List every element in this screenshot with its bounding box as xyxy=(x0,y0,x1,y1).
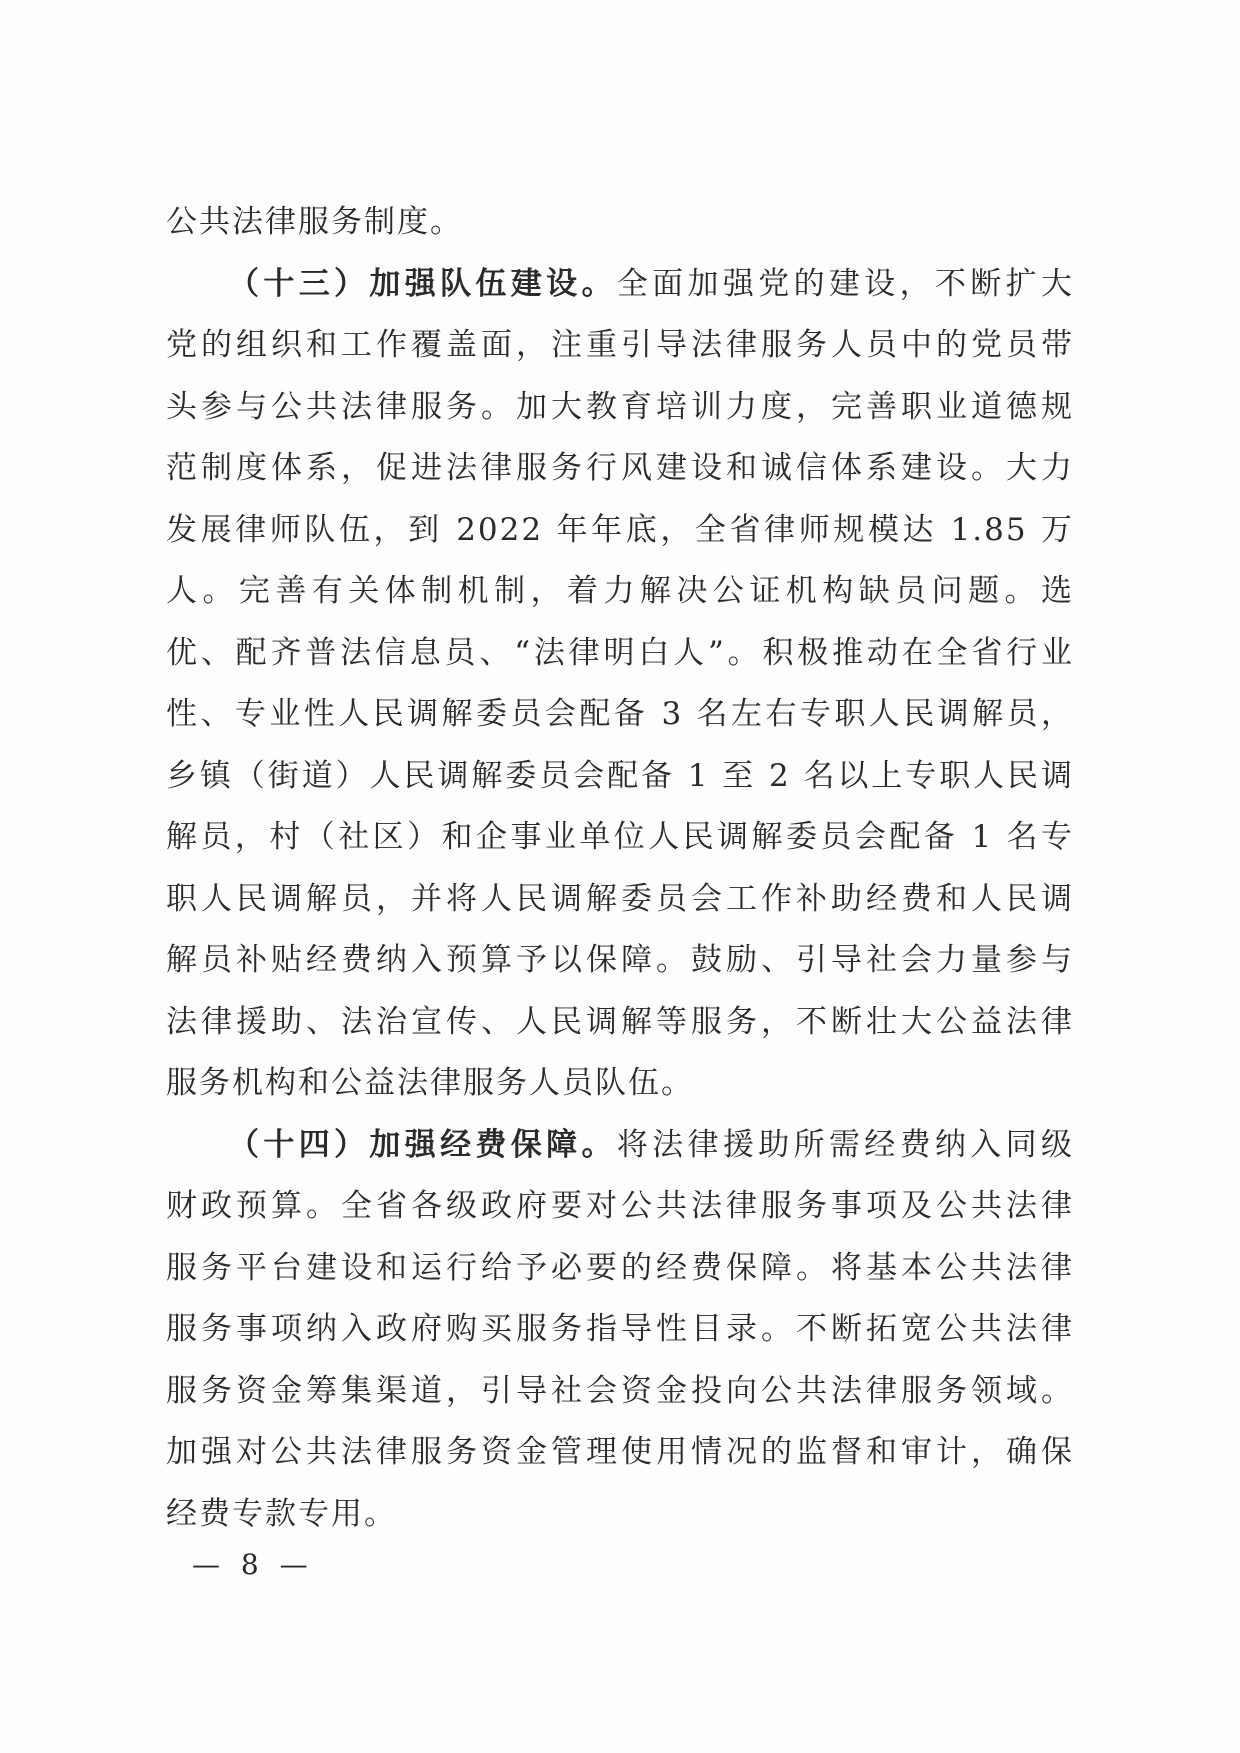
line-text: 服务机构和公益法律服务人员队伍。 xyxy=(166,1065,694,1101)
text-line xyxy=(166,1238,1074,1300)
line-text: 性、专业性人民调解委员会配备 3 名左右专职人民调解员， xyxy=(166,696,1074,732)
text-line xyxy=(166,192,1074,254)
line-text: 全面加强党的建设，不断扩大 xyxy=(616,265,1075,302)
line-text: 服务平台建设和运行给予必要的经费保障。将基本公共法律 xyxy=(166,1249,1074,1286)
text-line xyxy=(166,1361,1074,1423)
text-line xyxy=(166,1484,1074,1546)
text-line xyxy=(166,1422,1074,1484)
text-line xyxy=(166,869,1074,931)
line-text: 将法律援助所需经费纳入同级 xyxy=(616,1126,1075,1163)
text-line xyxy=(166,1176,1074,1238)
line-text: 发展律师队伍，到 2022 年年底，全省律师规模达 1.85 万 xyxy=(166,511,1074,548)
text-line xyxy=(166,254,1074,316)
line-text: 乡镇（街道）人民调解委员会配备 1 至 2 名以上专职人民调 xyxy=(166,757,1074,794)
line-text: 优、配齐普法信息员、“法律明白人”。积极推动在全省行业 xyxy=(166,634,1074,671)
text-line xyxy=(166,1299,1074,1361)
text-line xyxy=(166,315,1074,377)
text-line xyxy=(166,1115,1074,1177)
line-text: 解员补贴经费纳入预算予以保障。鼓励、引导社会力量参与 xyxy=(166,942,1074,978)
body-text xyxy=(166,192,1074,1545)
line-text: 服务事项纳入政府购买服务指导性目录。不断拓宽公共法律 xyxy=(166,1311,1074,1347)
text-line xyxy=(166,377,1074,439)
text-line xyxy=(166,623,1074,685)
text-line xyxy=(166,930,1074,992)
text-line xyxy=(166,561,1074,623)
line-text: 人。完善有关体制机制，着力解决公证机构缺员问题。选 xyxy=(166,573,1074,609)
section-heading: （十三）加强队伍建设。 xyxy=(228,265,617,302)
line-text: 党的组织和工作覆盖面，注重引导法律服务人员中的党员带 xyxy=(166,327,1074,363)
text-line xyxy=(166,992,1074,1054)
line-text: 公共法律服务制度。 xyxy=(166,204,463,240)
text-line xyxy=(166,1053,1074,1115)
line-text: 经费专款专用。 xyxy=(166,1495,397,1532)
text-line xyxy=(166,438,1074,500)
line-text: 法律援助、法治宣传、人民调解等服务，不断壮大公益法律 xyxy=(166,1003,1074,1040)
text-line xyxy=(166,807,1074,869)
line-text: 职人民调解员，并将人民调解委员会工作补助经费和人民调 xyxy=(166,880,1074,917)
text-line xyxy=(166,500,1074,562)
section-heading: （十四）加强经费保障。 xyxy=(228,1126,617,1163)
line-text: 加强对公共法律服务资金管理使用情况的监督和审计，确保 xyxy=(166,1434,1074,1470)
line-text: 服务资金筹集渠道，引导社会资金投向公共法律服务领域。 xyxy=(166,1372,1074,1409)
line-text: 财政预算。全省各级政府要对公共法律服务事项及公共法律 xyxy=(166,1188,1074,1224)
text-line xyxy=(166,746,1074,808)
line-text: 解员，村（社区）和企事业单位人民调解委员会配备 1 名专 xyxy=(166,819,1074,855)
line-text: 范制度体系，促进法律服务行风建设和诚信体系建设。大力 xyxy=(166,450,1074,486)
page-number: — 8 — xyxy=(192,1548,314,1581)
line-text: 头参与公共法律服务。加大教育培训力度，完善职业道德规 xyxy=(166,388,1074,425)
text-line xyxy=(166,684,1074,746)
